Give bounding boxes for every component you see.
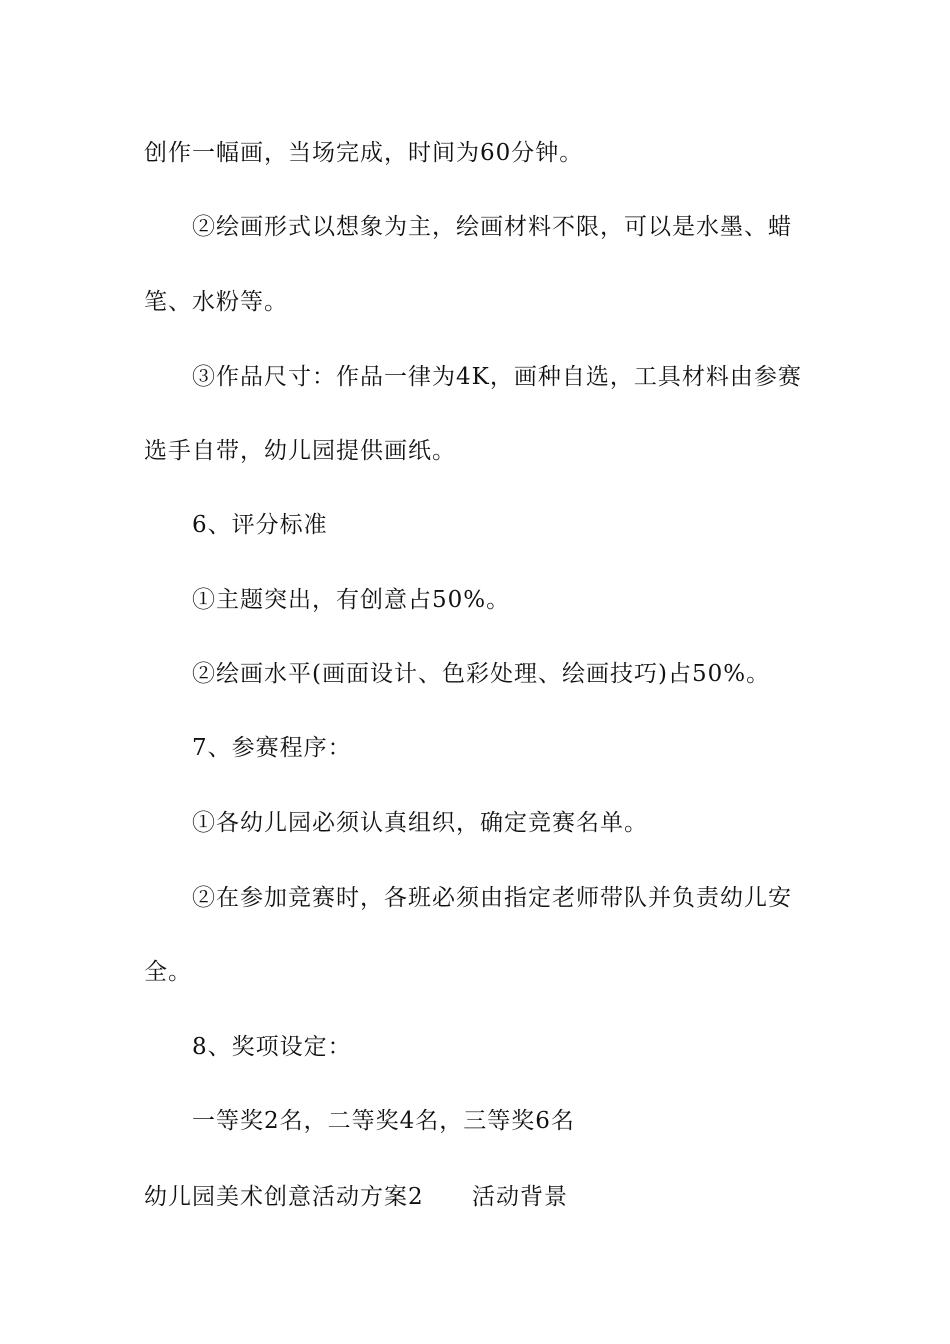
section-heading: 6、评分标准 [192,512,328,538]
paragraph-line: ③作品尺寸：作品一律为4K，画种自选，工具材料由参赛 [192,364,802,390]
paragraph-line: 笔、水粉等。 [144,289,288,315]
section-heading: 8、奖项设定： [192,1034,352,1060]
paragraph-line: ①各幼儿园必须认真组织，确定竞赛名单。 [192,810,648,836]
next-section-heading [144,1182,844,1212]
next-section-title: 幼儿园美术创意活动方案2 [144,1184,424,1210]
section-heading: 7、参赛程序： [192,735,352,761]
paragraph-line: 全。 [144,959,192,985]
paragraph-line: 一等奖2名，二等奖4名，三等奖6名 [192,1108,575,1134]
paragraph-line: ①主题突出，有创意占50%。 [192,587,511,613]
paragraph-line: ②绘画形式以想象为主，绘画材料不限，可以是水墨、蜡 [192,214,792,240]
paragraph-line: 创作一幅画，当场完成，时间为60分钟。 [144,140,584,166]
paragraph-line: 选手自带，幼儿园提供画纸。 [144,438,456,464]
paragraph-line: ②绘画水平(画面设计、色彩处理、绘画技巧)占50%。 [192,661,771,687]
paragraph-line: ②在参加竞赛时，各班必须由指定老师带队并负责幼儿安 [192,885,792,911]
next-section-subtitle: 活动背景 [472,1184,568,1210]
